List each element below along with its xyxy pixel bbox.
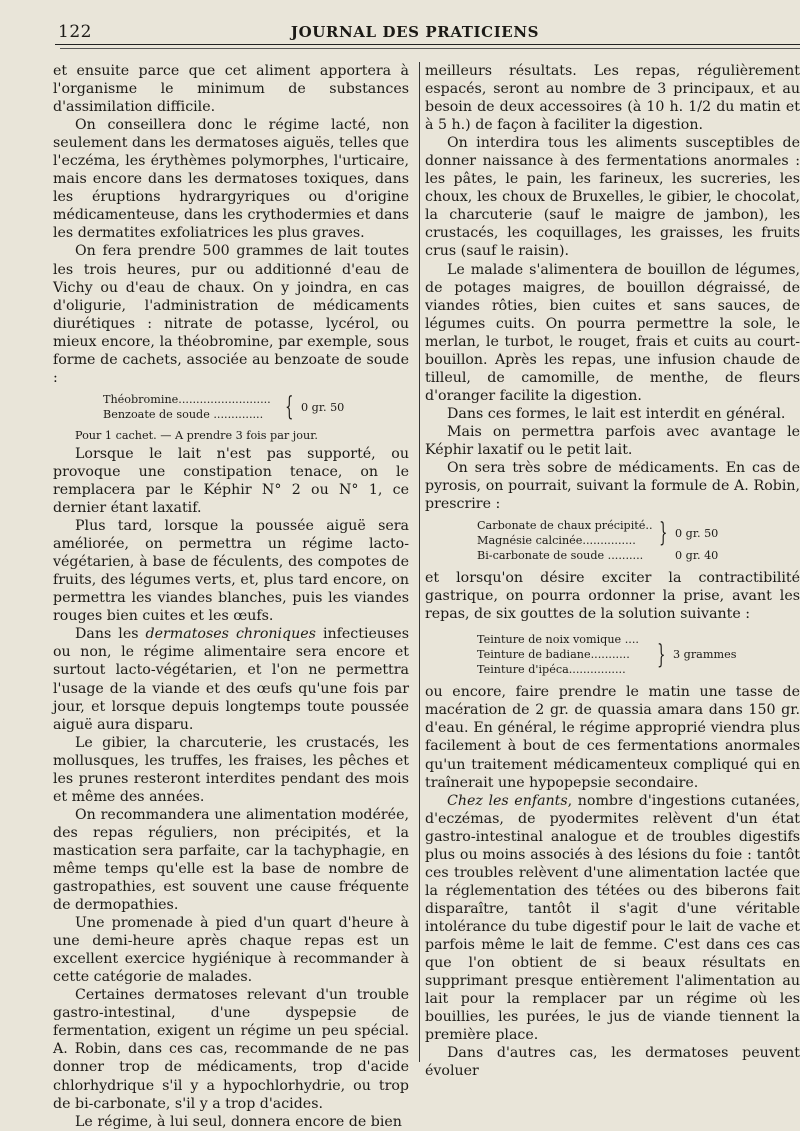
header-rule [55, 44, 800, 45]
brace-symbol: { [285, 391, 294, 422]
italic-term: Chez les enfants [447, 792, 568, 809]
paragraph: On sera très sobre de médicaments. En cas de pyrosis, on pourrait, suivant la formule de A. Robin, prescrire : [425, 460, 800, 513]
formula-ingredient: Teinture d'ipéca................ [477, 663, 626, 677]
paragraph: On fera prendre 500 grammes de lait toutes les trois heures, pur ou additionné d'eau de Vichy ou d'eau de chaux. On y joindra, en cas d'oligurie, l'administration de médicaments diurétiques : nitrate de potasse, lycérol, ou mieux encore, la théobromine, par exemple, sous forme de cachets, associée au benzoate de soude : [53, 243, 409, 386]
left-column [53, 62, 409, 1131]
formula-dose: 3 grammes [673, 648, 737, 662]
paragraph: Le malade s'alimentera de bouillon de légumes, de potages maigres, de bouillon dégraissé, de viandes rôties, bien cuites et sans sauces, de légumes cuits. On pourra permettre la sole, le merlan, le turbot, le rouget, frais et cuits au court-bouillon. Après les repas, une infusion chaude de tilleul, de camomille, de menthe, de fleurs d'oranger facilite la digestion. [425, 261, 800, 404]
formula-ingredient: Benzoate de soude .............. [103, 407, 264, 421]
formula-dose: 0 gr. 50 [675, 527, 719, 541]
formula-ingredient: Théobromine.......................... [103, 392, 271, 406]
paragraph: Chez les enfants, nombre d'ingestions cutanées, d'eczémas, de pyodermites relèvent d'un état gastro-intestinal analogue et de troubles digestifs plus ou moins associés à des lésions du foie : tantôt ces troubles relèvent d'une alimentation lactée que la réglementation des tétées ou des biberons fait disparaître, tantôt il s'agit d'une véritable intolérance du tube digestif pour le lait de vache et parfois même le lait de femme. C'est dans ces cas que l'on obtient de si beaux résultats en supprimant presque entièrement l'alimentation au lait pour la remplacer par un régime où les bouillies, les purées, le jus de viande tiennent la première place. [425, 792, 800, 1044]
paragraph: meilleurs résultats. Les repas, régulièrement espacés, seront au nombre de 3 principaux, et au besoin de deux accessoires (à 10 h. 1/2 du matin et à 5 h.) de façon à faciliter la digestion. [425, 63, 800, 134]
paragraph: et lorsqu'on désire exciter la contractibilité gastrique, on pourra ordonner la prise, avant les repas, de six gouttes de la solution suivante : [425, 570, 800, 623]
brace-symbol: } [657, 640, 666, 671]
paragraph: Une promenade à pied d'un quart d'heure à une demi-heure après chaque repas est un excellent exercice hygiénique à recommander à cette catégorie de malades. [53, 915, 409, 986]
column-divider [419, 62, 420, 1062]
brace-symbol: } [659, 518, 668, 549]
formula-ingredient: Bi-carbonate de soude .......... [477, 549, 644, 563]
paragraph: Dans ces formes, le lait est interdit en général. [447, 405, 786, 422]
prescription-theobromine [53, 393, 409, 423]
formula-ingredient: Magnésie calcinée............... [477, 534, 636, 548]
formula-ingredient: Carbonate de chaux précipité.. [477, 519, 653, 533]
paragraph: Dans les dermatoses chroniques infectieuses ou non, le régime alimentaire sera encore et surtout lacto-végétarien, et l'on ne permettra l'usage de la viande et des œufs qu'une fois par jour, et lorsque depuis longtemps toute poussée aiguë aura disparu. [53, 626, 409, 733]
paragraph: On interdira tous les aliments susceptibles de donner naissance à des fermentations anormales : les pâtes, le pain, les farineux, les sucreries, les choux, les choux de Bruxelles, le gibier, le chocolat, la charcuterie (sauf le maigre de jambon), les crustacés, les coquillages, les graisses, les fruits crus (sauf le raisin). [425, 135, 800, 260]
paragraph: Certaines dermatoses relevant d'un trouble gastro-intestinal, d'une dyspepsie de fermentation, exigent un régime un peu spécial. A. Robin, dans ces cas, recommande de ne pas donner trop de médicaments, trop d'acide chlorhydrique s'il y a hypochlorhydrie, ou trop de bi-carbonate, s'il y a trop d'acides. [53, 987, 409, 1112]
journal-title: JOURNAL DES PRATICIENS [290, 23, 540, 41]
paragraph: Plus tard, lorsque la poussée aiguë sera améliorée, on permettra un régime lacto-végétarien, à base de féculents, des compotes de fruits, des légumes verts, et, plus tard encore, on permettra les viandes blanches, puis les viandes rouges bien cuites et les œufs. [53, 518, 409, 625]
prescription-tinctures [425, 633, 800, 679]
paragraph: Le gibier, la charcuterie, les crustacés, les mollusques, les truffes, les fraises, les pêches et les prunes resteront interdites pendant des mois et même des années. [53, 734, 409, 805]
page-header [0, 0, 800, 50]
formula-dose: 0 gr. 50 [301, 400, 345, 414]
paragraph: Mais on permettra parfois avec avantage le Képhir laxatif ou le petit lait. [425, 423, 800, 458]
page-number: 122 [58, 22, 92, 42]
italic-term: dermatoses chroniques [145, 626, 316, 643]
formula-note: Pour 1 cachet. — A prendre 3 fois par jour. [75, 428, 318, 442]
paragraph: Dans d'autres cas, les dermatoses peuvent évoluer [425, 1045, 800, 1080]
paragraph: Lorsque le lait n'est pas supporté, ou provoque une constipation tenace, on le remplacera par le Képhir N° 2 ou N° 1, ce dernier étant laxatif. [53, 445, 409, 517]
header-rule-thin [60, 48, 800, 49]
formula-ingredient: Teinture de badiane........... [477, 648, 630, 662]
prescription-pyrosis [425, 519, 800, 565]
paragraph: Le régime, à lui seul, donnera encore de bien [75, 1113, 402, 1130]
paragraph: et ensuite parce que cet aliment apportera à l'organisme le minimum de substances d'assimilation difficile. [53, 63, 409, 116]
paragraph: On recommandera une alimentation modérée, des repas réguliers, non précipités, et la mastication sera parfaite, car la tachyphagie, en même temps qu'elle est la base de nombre de gastropathies, est souvent une cause fréquente de dermopathies. [53, 806, 409, 914]
right-column [425, 62, 800, 1080]
formula-dose: 0 gr. 40 [675, 549, 719, 563]
paragraph: On conseillera donc le régime lacté, non seulement dans les dermatoses aiguës, telles que l'eczéma, les érythèmes polymorphes, l'urticaire, mais encore dans les dermatoses toxiques, dans les éruptions hydrargyriques ou d'origine médicamenteuse, dans les crythodermies et dans les dermatites exfoliatrices les plus graves. [53, 117, 409, 242]
paragraph: ou encore, faire prendre le matin une tasse de macération de 2 gr. de quassia amara dans 150 gr. d'eau. En général, le régime approprié viendra plus facilement à bout de ces fermentations anormales qu'un traitement médicamenteux compliqué qui en traînerait une hypopepsie secondaire. [425, 684, 800, 791]
formula-ingredient: Teinture de noix vomique .... [477, 633, 639, 647]
